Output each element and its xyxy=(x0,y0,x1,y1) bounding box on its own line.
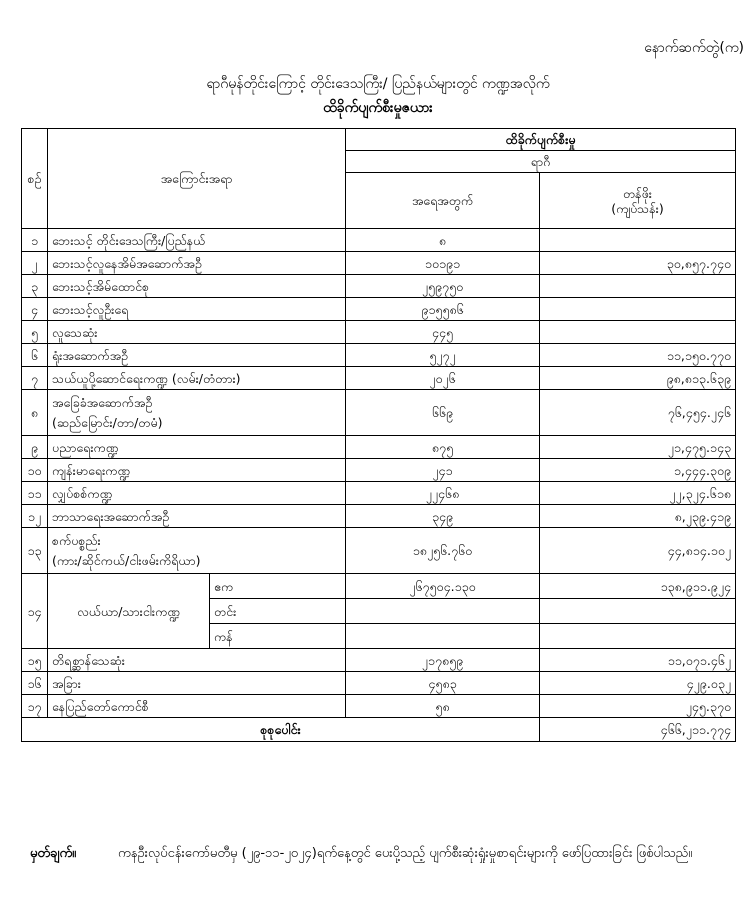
row-number: ၃ xyxy=(22,275,48,298)
row-number: ၉ xyxy=(22,436,48,459)
row-number: ၄ xyxy=(22,298,48,321)
row-item: လူသေဆုံး xyxy=(48,321,346,344)
table-row xyxy=(22,482,736,505)
row-value: ၂၂,၃၂၄.၆၁၈ xyxy=(540,482,736,505)
row-value: ၁၁,၁၅၀.၇၇၀ xyxy=(540,344,736,367)
row-value xyxy=(540,599,736,624)
table-row xyxy=(22,672,736,695)
row-item: ကျန်းမာရေးကဏ္ဍ xyxy=(48,459,346,482)
row-item: ရုံးအဆောက်အဦ xyxy=(48,344,346,367)
row-value: ၉၈,၈၁၃.၆၃၉ xyxy=(540,367,736,390)
row-item: သယ်ယူပို့ဆောင်ရေးကဏ္ဍ (လမ်း/တံတား) xyxy=(48,367,346,390)
row-value: ၁,၄၄၄.၃၀၉ xyxy=(540,459,736,482)
table-row xyxy=(22,229,736,252)
row-item: အခြေခံအဆောက်အဦ (ဆည်မြောင်း/တာ/တမံ) xyxy=(48,390,346,436)
row-count: ၂၅၉၇၅၀ xyxy=(346,275,540,298)
table-row xyxy=(22,574,736,599)
row-value: ၁၃၈,၉၁၁.၉၂၄ xyxy=(540,574,736,599)
header-count: အရေအတွက် xyxy=(346,173,540,229)
table-row xyxy=(22,367,736,390)
table-row xyxy=(22,298,736,321)
row-count: ၁၀၁၉၁ xyxy=(346,252,540,275)
row-count: ၁၈၂၅၆.၇၆၀ xyxy=(346,528,540,574)
table-row xyxy=(22,649,736,672)
row-number: ၁၀ xyxy=(22,459,48,482)
row-item: ဘေးသင့်လူနေအိမ်အဆောက်အဦ xyxy=(48,252,346,275)
row-value: ၄၄,၈၁၄.၁၀၂ xyxy=(540,528,736,574)
row-number: ၁၂ xyxy=(22,505,48,528)
row-count: ၈၇၅ xyxy=(346,436,540,459)
row-value xyxy=(540,229,736,252)
row-count: ၉၁၅၅၈၆ xyxy=(346,298,540,321)
row-number: ၆ xyxy=(22,344,48,367)
note-background xyxy=(20,828,736,908)
row-item: စက်ပစ္စည်း (ကား/ဆိုင်ကယ်/ငါးဖမ်းကိရိယာ) xyxy=(48,528,346,574)
row-item: ဘေးသင့်လူဦးရေ xyxy=(48,298,346,321)
table-row xyxy=(22,275,736,298)
table-row xyxy=(22,505,736,528)
row-number: ၈ xyxy=(22,390,48,436)
table-row xyxy=(22,436,736,459)
row-number: ၅ xyxy=(22,321,48,344)
row-number: ၇ xyxy=(22,367,48,390)
total-label: စုစုပေါင်း xyxy=(22,718,540,742)
table-row xyxy=(22,390,736,436)
row-count: ၂၂၄၆၈ xyxy=(346,482,540,505)
row-count xyxy=(346,599,540,624)
damage-table xyxy=(21,128,736,742)
row-number: ၁၄ xyxy=(22,574,48,649)
row-value: ၃၀,၈၅၇.၇၄၀ xyxy=(540,252,736,275)
row-item: ဘေးသင့်အိမ်ထောင်စု xyxy=(48,275,346,298)
row-item: ဘာသာရေးအဆောက်အဦ xyxy=(48,505,346,528)
table-row xyxy=(22,344,736,367)
row-count: ၃၄၉ xyxy=(346,505,540,528)
row-value xyxy=(540,298,736,321)
row-value: ၂၁,၄၇၅.၁၄၃ xyxy=(540,436,736,459)
header-subject: အကြောင်းအရာ xyxy=(48,129,346,229)
row-item: လျှပ်စစ်ကဏ္ဍ xyxy=(48,482,346,505)
row-item: အခြား xyxy=(48,672,346,695)
header-value: တန်ဖိုး (ကျပ်သန်း) xyxy=(540,173,736,229)
row-count: ၂၆၇၅၀၄.၁၃၀ xyxy=(346,574,540,599)
total-value: ၄၆၆,၂၁၁.၇၇၄ xyxy=(540,718,736,742)
row-count: ၈ xyxy=(346,229,540,252)
table-row xyxy=(22,695,736,718)
row-value xyxy=(540,321,736,344)
row-unit: ကန် xyxy=(210,624,346,649)
row-item: တိရစ္ဆာန်သေဆုံး xyxy=(48,649,346,672)
row-count: ၆၆၉ xyxy=(346,390,540,436)
row-count: ၂၄၁ xyxy=(346,459,540,482)
row-number: ၁၇ xyxy=(22,695,48,718)
page-subtitle: ထိခိုက်ပျက်စီးမှုဇယား xyxy=(323,100,433,116)
row-number: ၁၃ xyxy=(22,528,48,574)
header-no: စဉ် xyxy=(22,129,48,229)
row-value: ၁၁,၀၇၁.၄၆၂ xyxy=(540,649,736,672)
annex-label: နောက်ဆက်တွဲ(က) xyxy=(644,40,744,56)
row-number: ၁၁ xyxy=(22,482,48,505)
page-title: ရာဂီမုန်တိုင်းကြောင့် တိုင်းဒေသကြီး/ ပြည်နယ်များတွင် ကဏ္ဍအလိုက် xyxy=(206,76,550,92)
table-row xyxy=(22,252,736,275)
row-item: ပညာရေးကဏ္ဍ xyxy=(48,436,346,459)
row-count: ၅၂၇၂ xyxy=(346,344,540,367)
row-count: ၄၅၈၃ xyxy=(346,672,540,695)
table-row xyxy=(22,321,736,344)
row-number: ၁၅ xyxy=(22,649,48,672)
note-text: ကနဦးလုပ်ငန်းကော်မတီမှ (၂၉-၁၁-၂၀၂၄)ရက်နေ့တွင် ပေးပို့သည့် ပျက်စီးဆုံးရှုံးမှုစာရင်းများကို ဖော်ပြထားခြင်း ဖြစ်ပါသည်။ xyxy=(118,846,693,861)
note-label: မှတ်ချက်။ xyxy=(30,846,77,861)
row-value: ၇၆,၄၅၄.၂၄၆ xyxy=(540,390,736,436)
total-row xyxy=(22,718,736,742)
row-value: ၂၄၅.၃၇၀ xyxy=(540,695,736,718)
header-storm: ရာဂီ xyxy=(346,151,736,173)
row-number: ၂ xyxy=(22,252,48,275)
row-item: လယ်ယာ/သားငါးကဏ္ဍ xyxy=(48,574,210,649)
row-value xyxy=(540,275,736,298)
row-count: ၄၄၅ xyxy=(346,321,540,344)
header-damage: ထိခိုက်ပျက်စီးမှု xyxy=(346,129,736,151)
row-count: ၂၀၂၆ xyxy=(346,367,540,390)
row-count: ၅၈ xyxy=(346,695,540,718)
row-value xyxy=(540,624,736,649)
table-row xyxy=(22,528,736,574)
table-row xyxy=(22,459,736,482)
row-count xyxy=(346,624,540,649)
row-item: ဘေးသင့် တိုင်းဒေသကြီး/ပြည်နယ် xyxy=(48,229,346,252)
row-unit: တင်း xyxy=(210,599,346,624)
row-number: ၁ xyxy=(22,229,48,252)
row-count: ၂၁၇၈၅၉ xyxy=(346,649,540,672)
row-value: ၄၂၉.၀၃၂ xyxy=(540,672,736,695)
row-unit: ဧက xyxy=(210,574,346,599)
row-item: နေပြည်တော်ကောင်စီ xyxy=(48,695,346,718)
row-value: ၈,၂၃၉.၄၁၉ xyxy=(540,505,736,528)
row-number: ၁၆ xyxy=(22,672,48,695)
